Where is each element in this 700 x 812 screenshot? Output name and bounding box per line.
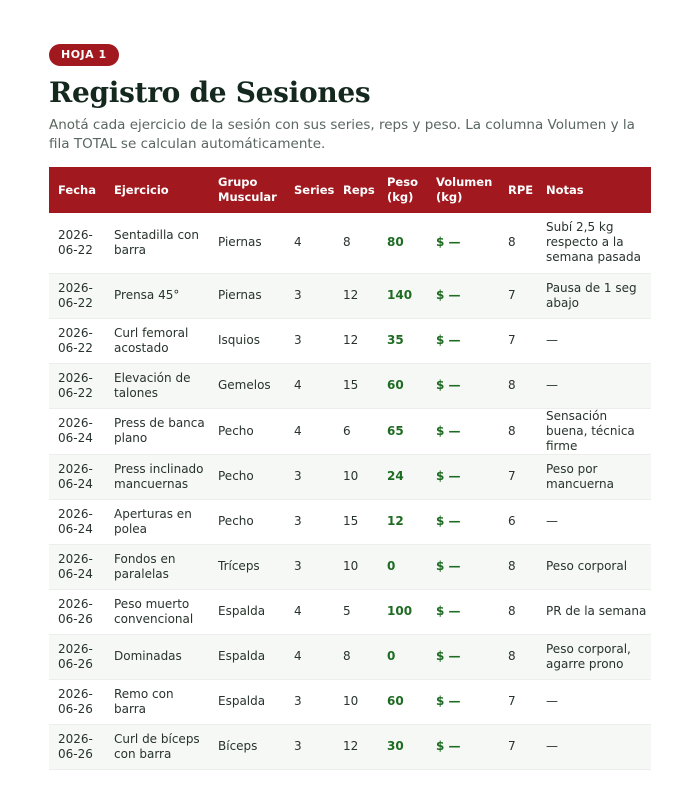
cell-reps[interactable]: 10 (334, 454, 378, 499)
cell-reps[interactable]: 12 (334, 318, 378, 363)
cell-notas[interactable]: Peso corporal, agarre prono (537, 634, 651, 679)
cell-series[interactable]: 3 (285, 454, 334, 499)
cell-peso[interactable]: 60 (378, 363, 427, 408)
cell-series[interactable]: 4 (285, 634, 334, 679)
cell-volumen[interactable]: $ — (427, 679, 499, 724)
cell-ejercicio[interactable]: Dominadas (105, 634, 209, 679)
table-row[interactable] (49, 679, 651, 724)
cell-volumen[interactable]: $ — (427, 318, 499, 363)
cell-peso[interactable]: 35 (378, 318, 427, 363)
table-row[interactable] (49, 634, 651, 679)
sheet-badge: HOJA 1 (49, 44, 119, 66)
column-header-volumen[interactable]: Volumen (kg) (427, 167, 499, 213)
cell-reps[interactable]: 8 (334, 213, 378, 273)
table-row[interactable] (49, 273, 651, 318)
cell-rpe[interactable]: 7 (499, 318, 537, 363)
cell-series[interactable]: 3 (285, 273, 334, 318)
cell-ejercicio[interactable]: Elevación de talones (105, 363, 209, 408)
cell-peso[interactable]: 140 (378, 273, 427, 318)
cell-series[interactable]: 4 (285, 363, 334, 408)
cell-grupo-muscular[interactable]: Espalda (209, 634, 285, 679)
cell-ejercicio[interactable]: Press inclinado mancuernas (105, 454, 209, 499)
column-header-rpe[interactable]: RPE (499, 167, 537, 213)
cell-peso[interactable]: 65 (378, 408, 427, 454)
cell-notas[interactable]: Sensación buena, técnica firme (537, 408, 651, 454)
cell-fecha[interactable]: 2026-06-24 (49, 454, 105, 499)
cell-fecha[interactable]: 2026-06-24 (49, 408, 105, 454)
cell-peso[interactable]: 0 (378, 544, 427, 589)
cell-volumen[interactable]: $ — (427, 544, 499, 589)
table-row[interactable] (49, 724, 651, 769)
cell-reps[interactable]: 10 (334, 544, 378, 589)
cell-notas[interactable]: — (537, 499, 651, 544)
cell-volumen[interactable]: $ — (427, 634, 499, 679)
cell-reps[interactable]: 5 (334, 589, 378, 634)
cell-reps[interactable]: 12 (334, 724, 378, 769)
cell-rpe[interactable]: 7 (499, 679, 537, 724)
cell-series[interactable]: 3 (285, 499, 334, 544)
cell-reps[interactable]: 15 (334, 499, 378, 544)
table-row[interactable] (49, 454, 651, 499)
cell-ejercicio[interactable]: Peso muerto convencional (105, 589, 209, 634)
cell-grupo-muscular[interactable]: Espalda (209, 679, 285, 724)
cell-series[interactable]: 3 (285, 544, 334, 589)
cell-rpe[interactable]: 8 (499, 408, 537, 454)
cell-volumen[interactable]: $ — (427, 499, 499, 544)
table-row[interactable] (49, 318, 651, 363)
cell-notas[interactable]: Subí 2,5 kg respecto a la semana pasada (537, 213, 651, 273)
cell-notas[interactable]: — (537, 724, 651, 769)
cell-grupo-muscular[interactable]: Tríceps (209, 544, 285, 589)
cell-rpe[interactable]: 7 (499, 273, 537, 318)
cell-notas[interactable]: Peso corporal (537, 544, 651, 589)
cell-fecha[interactable]: 2026-06-24 (49, 544, 105, 589)
cell-grupo-muscular[interactable]: Gemelos (209, 363, 285, 408)
cell-notas[interactable]: — (537, 318, 651, 363)
cell-ejercicio[interactable]: Aperturas en polea (105, 499, 209, 544)
cell-rpe[interactable]: 8 (499, 363, 537, 408)
cell-grupo-muscular[interactable]: Pecho (209, 408, 285, 454)
cell-grupo-muscular[interactable]: Espalda (209, 589, 285, 634)
cell-series[interactable]: 3 (285, 318, 334, 363)
cell-series[interactable]: 4 (285, 213, 334, 273)
cell-fecha[interactable]: 2026-06-26 (49, 634, 105, 679)
cell-rpe[interactable]: 8 (499, 213, 537, 273)
cell-ejercicio[interactable]: Remo con barra (105, 679, 209, 724)
cell-grupo-muscular[interactable]: Pecho (209, 454, 285, 499)
cell-fecha[interactable]: 2026-06-22 (49, 273, 105, 318)
cell-fecha[interactable]: 2026-06-26 (49, 724, 105, 769)
cell-rpe[interactable]: 6 (499, 499, 537, 544)
cell-peso[interactable]: 80 (378, 213, 427, 273)
cell-grupo-muscular[interactable]: Isquios (209, 318, 285, 363)
column-header-grupo-muscular[interactable]: Grupo Muscular (209, 167, 285, 213)
column-header-series[interactable]: Series (285, 167, 334, 213)
cell-peso[interactable]: 0 (378, 634, 427, 679)
cell-peso[interactable]: 60 (378, 679, 427, 724)
cell-peso[interactable]: 30 (378, 724, 427, 769)
table-row[interactable] (49, 589, 651, 634)
cell-volumen[interactable]: $ — (427, 213, 499, 273)
cell-series[interactable]: 4 (285, 408, 334, 454)
cell-grupo-muscular[interactable]: Piernas (209, 273, 285, 318)
cell-volumen[interactable]: $ — (427, 589, 499, 634)
cell-reps[interactable]: 8 (334, 634, 378, 679)
cell-rpe[interactable]: 8 (499, 634, 537, 679)
table-row[interactable] (49, 544, 651, 589)
column-header-notas[interactable]: Notas (537, 167, 651, 213)
table-body (49, 213, 651, 769)
cell-rpe[interactable]: 8 (499, 544, 537, 589)
cell-volumen[interactable]: $ — (427, 273, 499, 318)
cell-ejercicio[interactable]: Prensa 45° (105, 273, 209, 318)
table-header-row (49, 167, 651, 213)
page-description: Anotá cada ejercicio de la sesión con sus series, reps y peso. La columna Volumen y la fila TOTAL se calculan automáticamente. (49, 117, 635, 152)
cell-notas[interactable]: Pausa de 1 seg abajo (537, 273, 651, 318)
column-header-fecha[interactable]: Fecha (49, 167, 105, 213)
table-row[interactable] (49, 213, 651, 273)
cell-fecha[interactable]: 2026-06-24 (49, 499, 105, 544)
cell-volumen[interactable]: $ — (427, 724, 499, 769)
cell-volumen[interactable]: $ — (427, 408, 499, 454)
cell-fecha[interactable]: 2026-06-26 (49, 589, 105, 634)
cell-rpe[interactable]: 7 (499, 454, 537, 499)
cell-series[interactable]: 3 (285, 724, 334, 769)
cell-ejercicio[interactable]: Fondos en paralelas (105, 544, 209, 589)
cell-notas[interactable]: Peso por mancuerna (537, 454, 651, 499)
table-row[interactable] (49, 499, 651, 544)
cell-reps[interactable]: 10 (334, 679, 378, 724)
cell-grupo-muscular[interactable]: Piernas (209, 213, 285, 273)
cell-series[interactable]: 4 (285, 589, 334, 634)
cell-ejercicio[interactable]: Curl de bíceps con barra (105, 724, 209, 769)
sessions-table (49, 167, 651, 770)
cell-series[interactable]: 3 (285, 679, 334, 724)
cell-peso[interactable]: 24 (378, 454, 427, 499)
cell-ejercicio[interactable]: Curl femoral acostado (105, 318, 209, 363)
cell-volumen[interactable]: $ — (427, 454, 499, 499)
cell-notas[interactable]: — (537, 679, 651, 724)
cell-ejercicio[interactable]: Press de banca plano (105, 408, 209, 454)
column-header-ejercicio[interactable]: Ejercicio (105, 167, 209, 213)
cell-volumen[interactable]: $ — (427, 363, 499, 408)
cell-fecha[interactable]: 2026-06-22 (49, 213, 105, 273)
page-title: Registro de Sesiones (49, 76, 371, 109)
cell-grupo-muscular[interactable]: Pecho (209, 499, 285, 544)
cell-notas[interactable]: PR de la semana (537, 589, 651, 634)
sessions-table-container (49, 167, 651, 770)
cell-reps[interactable]: 12 (334, 273, 378, 318)
cell-reps[interactable]: 15 (334, 363, 378, 408)
table-row[interactable] (49, 408, 651, 454)
cell-peso[interactable]: 100 (378, 589, 427, 634)
column-header-reps[interactable]: Reps (334, 167, 378, 213)
cell-grupo-muscular[interactable]: Bíceps (209, 724, 285, 769)
cell-rpe[interactable]: 8 (499, 589, 537, 634)
cell-ejercicio[interactable]: Sentadilla con barra (105, 213, 209, 273)
cell-notas[interactable]: — (537, 363, 651, 408)
cell-fecha[interactable]: 2026-06-22 (49, 318, 105, 363)
cell-rpe[interactable]: 7 (499, 724, 537, 769)
cell-peso[interactable]: 12 (378, 499, 427, 544)
cell-fecha[interactable]: 2026-06-22 (49, 363, 105, 408)
cell-fecha[interactable]: 2026-06-26 (49, 679, 105, 724)
table-row[interactable] (49, 363, 651, 408)
column-header-peso[interactable]: Peso (kg) (378, 167, 427, 213)
cell-reps[interactable]: 6 (334, 408, 378, 454)
